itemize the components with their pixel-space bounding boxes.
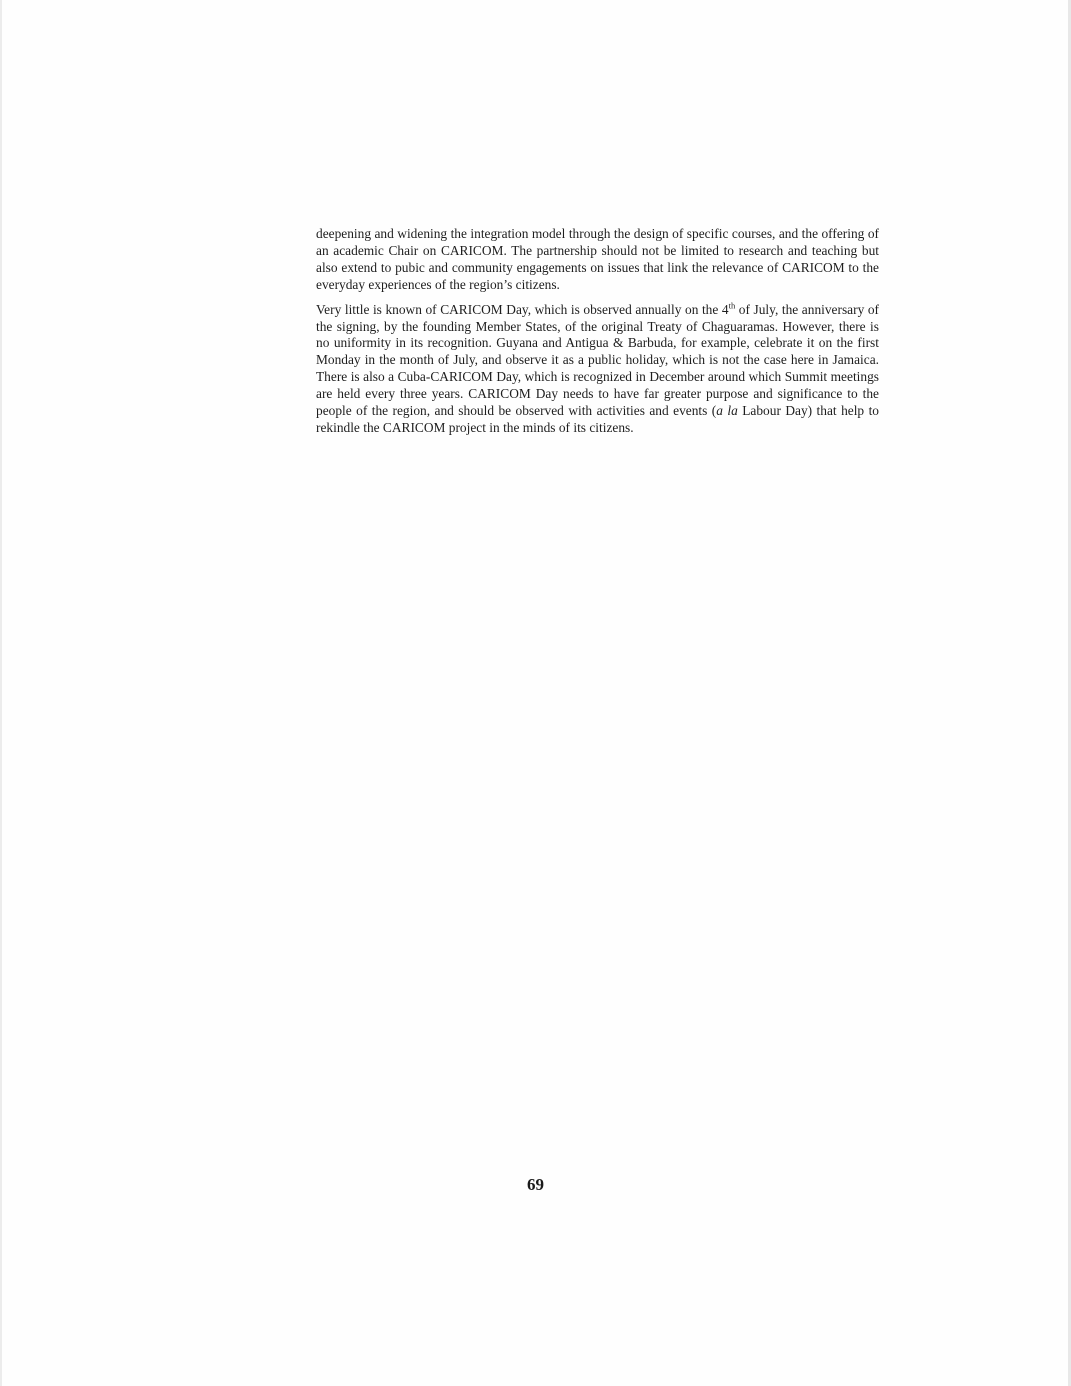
paragraph-2-part-3: Labour Day) that help to rekindle the CARICOM project in the minds of its citizens. bbox=[316, 403, 879, 435]
body-text bbox=[316, 226, 879, 437]
paragraph-2 bbox=[316, 302, 879, 437]
paragraph-1: deepening and widening the integration model through the design of specific courses, and the offering of an academic Chair on CARICOM. The partnership should not be limited to research and teaching but also extend to pubic and community engagements on issues that link the relevance of CARICOM to the everyday experiences of the region’s citizens. bbox=[316, 226, 879, 292]
paragraph-2-part-2: of July, the anniversary of the signing, by the founding Member States, of the original Treaty of Chaguaramas. However, there is no uniformity in its recognition. Guyana and Antigua & Barbuda, for example, celebrate it on the first Monday in the month of July, and observe it as a public holiday, which is not the case here in Jamaica. There is also a Cuba-CARICOM Day, which is recognized in December around which Summit meetings are held every three years. CARICOM Day needs to have far greater purpose and significance to the people of the region, and should be observed with activities and events ( bbox=[316, 301, 879, 419]
italic-phrase: a la bbox=[716, 403, 738, 419]
page-number: 69 bbox=[527, 1175, 544, 1194]
paragraph-2-part-1: Very little is known of CARICOM Day, which is observed annually on the 4 bbox=[316, 301, 729, 317]
ordinal-superscript: th bbox=[728, 300, 736, 311]
